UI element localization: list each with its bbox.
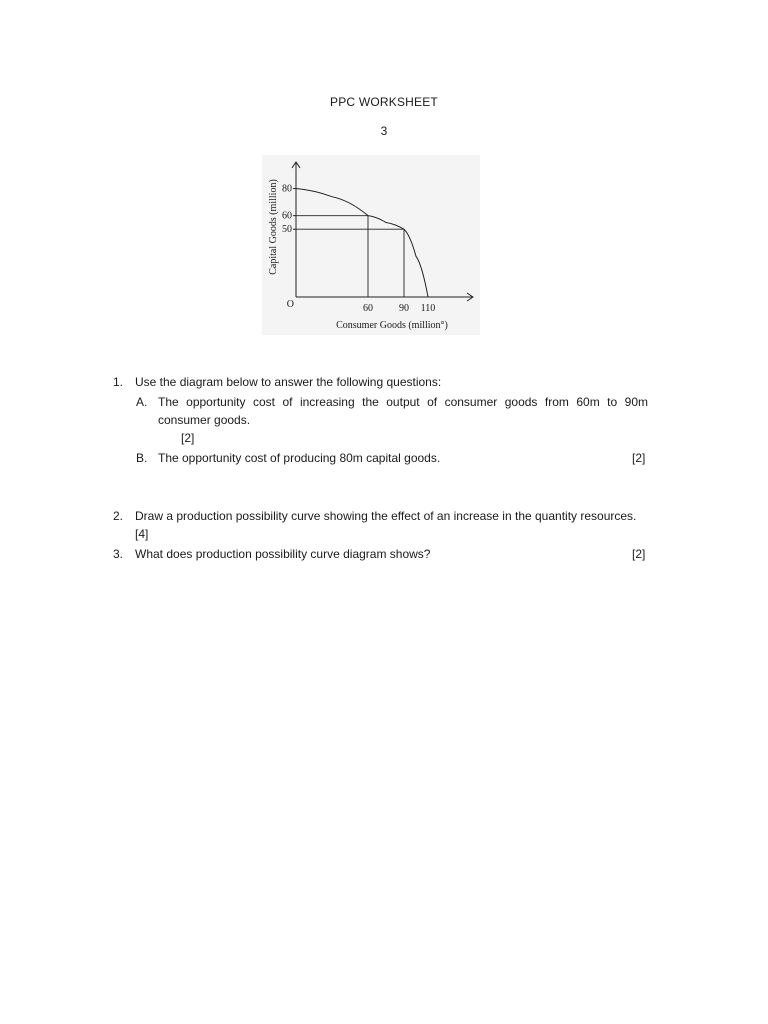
question-1a: [136, 393, 648, 429]
question-2-marks: [4]: [135, 527, 149, 541]
question-1a-text: The opportunity cost of increasing the output of consumer goods from 60m to 90m consumer goods.: [158, 395, 648, 427]
ppc-diagram: [262, 155, 480, 335]
y-tick-label: 80: [282, 183, 292, 195]
question-1b-label: B.: [136, 451, 148, 465]
question-1-number: 1.: [113, 375, 124, 389]
question-1a-marks: [2]: [181, 431, 195, 445]
ppc-curve: [296, 189, 428, 297]
origin-label: O: [286, 299, 294, 310]
question-3-number: 3.: [113, 547, 124, 561]
question-1b-text: The opportunity cost of producing 80m capital goods.: [158, 451, 441, 465]
question-2-text: Draw a production possibility curve showing the effect of an increase in the quantity resources.: [135, 509, 637, 523]
question-1b-marks: [2]: [632, 451, 646, 465]
question-1a-label: A.: [136, 395, 148, 409]
x-axis-label: Consumer Goods (million°): [336, 320, 448, 331]
worksheet-title: PPC WORKSHEET: [330, 95, 438, 109]
y-tick-label: 50: [282, 224, 292, 236]
question-1-text: Use the diagram below to answer the following questions:: [135, 375, 442, 389]
question-3-text: What does production possibility curve diagram shows?: [135, 547, 431, 561]
x-tick-label: 110: [420, 303, 436, 314]
x-tick-label: 90: [399, 303, 409, 314]
y-tick-label: 60: [282, 210, 292, 222]
y-axis-label: Capital Goods (million): [268, 179, 279, 275]
question-3-marks: [2]: [632, 547, 646, 561]
page-number: 3: [380, 124, 388, 138]
question-2-number: 2.: [113, 509, 124, 523]
ppc-chart: [262, 155, 480, 335]
x-tick-label: 60: [363, 303, 373, 314]
